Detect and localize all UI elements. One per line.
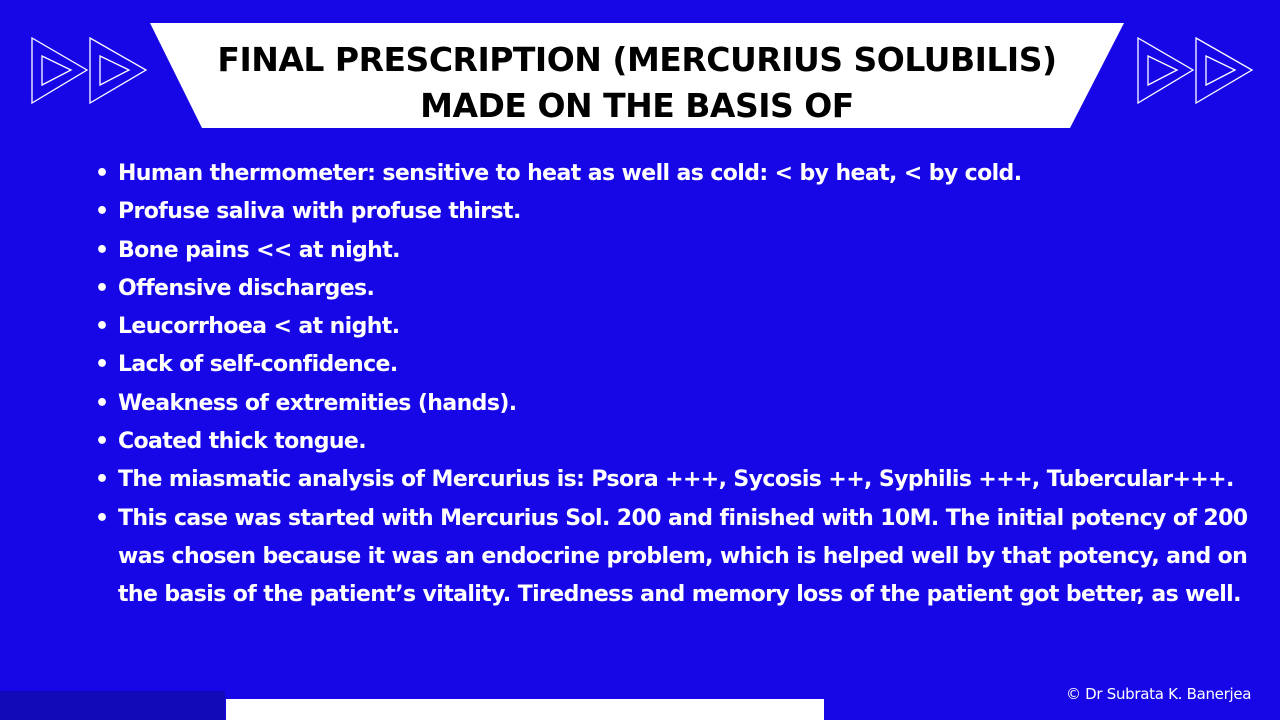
bullet-item bbox=[92, 423, 1262, 461]
bullet-text: Profuse saliva with profuse thirst. bbox=[118, 199, 521, 225]
bullet-dot-icon: • bbox=[95, 314, 109, 340]
double-play-arrows-outline-icon bbox=[31, 37, 149, 109]
bullet-text: Bone pains << at night. bbox=[118, 237, 400, 263]
bullet-list bbox=[92, 155, 1262, 615]
bullet-text: Human thermometer: sensitive to heat as well as cold: < by heat, < by cold. bbox=[118, 161, 1022, 186]
slide-title bbox=[150, 37, 1124, 129]
copyright-notice: © Dr Subrata K. Banerjea bbox=[1066, 685, 1252, 703]
bullet-dot-icon: • bbox=[95, 161, 109, 186]
footer-white-bar bbox=[226, 699, 824, 720]
bullet-dot-icon: • bbox=[95, 467, 109, 493]
bullet-dot-icon: • bbox=[95, 505, 109, 531]
slide-title-line-2: MADE ON THE BASIS OF bbox=[420, 86, 854, 125]
bullet-dot-icon: • bbox=[95, 390, 109, 416]
bullet-item bbox=[92, 461, 1262, 499]
bullet-item bbox=[92, 385, 1262, 423]
bullet-text: Coated thick tongue. bbox=[118, 429, 366, 455]
bullet-dot-icon: • bbox=[95, 275, 109, 301]
bullet-text: Lack of self-confidence. bbox=[118, 352, 398, 378]
bullet-item bbox=[92, 232, 1262, 270]
bullet-dot-icon: • bbox=[95, 199, 109, 225]
bullet-text: This case was started with Mercurius Sol. 200 and finished with 10M. The initial potency of 200 was chosen because it was an endocrine problem, which is helped well by that potency, and on the basis of the patient’s vitality. Tiredness and memory loss of the patient got better, as well. bbox=[118, 505, 1248, 608]
bullet-item bbox=[92, 193, 1262, 231]
double-play-arrows-outline-icon bbox=[1137, 37, 1255, 109]
bullet-item bbox=[92, 346, 1262, 384]
bullet-item bbox=[92, 270, 1262, 308]
bullet-dot-icon: • bbox=[95, 237, 109, 263]
bullet-dot-icon: • bbox=[95, 352, 109, 378]
bullet-item bbox=[92, 155, 1262, 193]
title-banner bbox=[150, 23, 1124, 128]
bullet-text: The miasmatic analysis of Mercurius is: Psora +++, Sycosis ++, Syphilis +++, Tubercular+++. bbox=[118, 467, 1234, 493]
bullet-text: Leucorrhoea < at night. bbox=[118, 314, 400, 340]
slide-title-line-1: FINAL PRESCRIPTION (MERCURIUS SOLUBILIS) bbox=[217, 40, 1057, 79]
bullet-text: Weakness of extremities (hands). bbox=[118, 390, 517, 416]
bullet-dot-icon: • bbox=[95, 429, 109, 455]
bullet-item bbox=[92, 308, 1262, 346]
bullet-text: Offensive discharges. bbox=[118, 275, 375, 301]
bullet-item bbox=[92, 500, 1262, 615]
footer-dark-bar bbox=[0, 691, 225, 720]
